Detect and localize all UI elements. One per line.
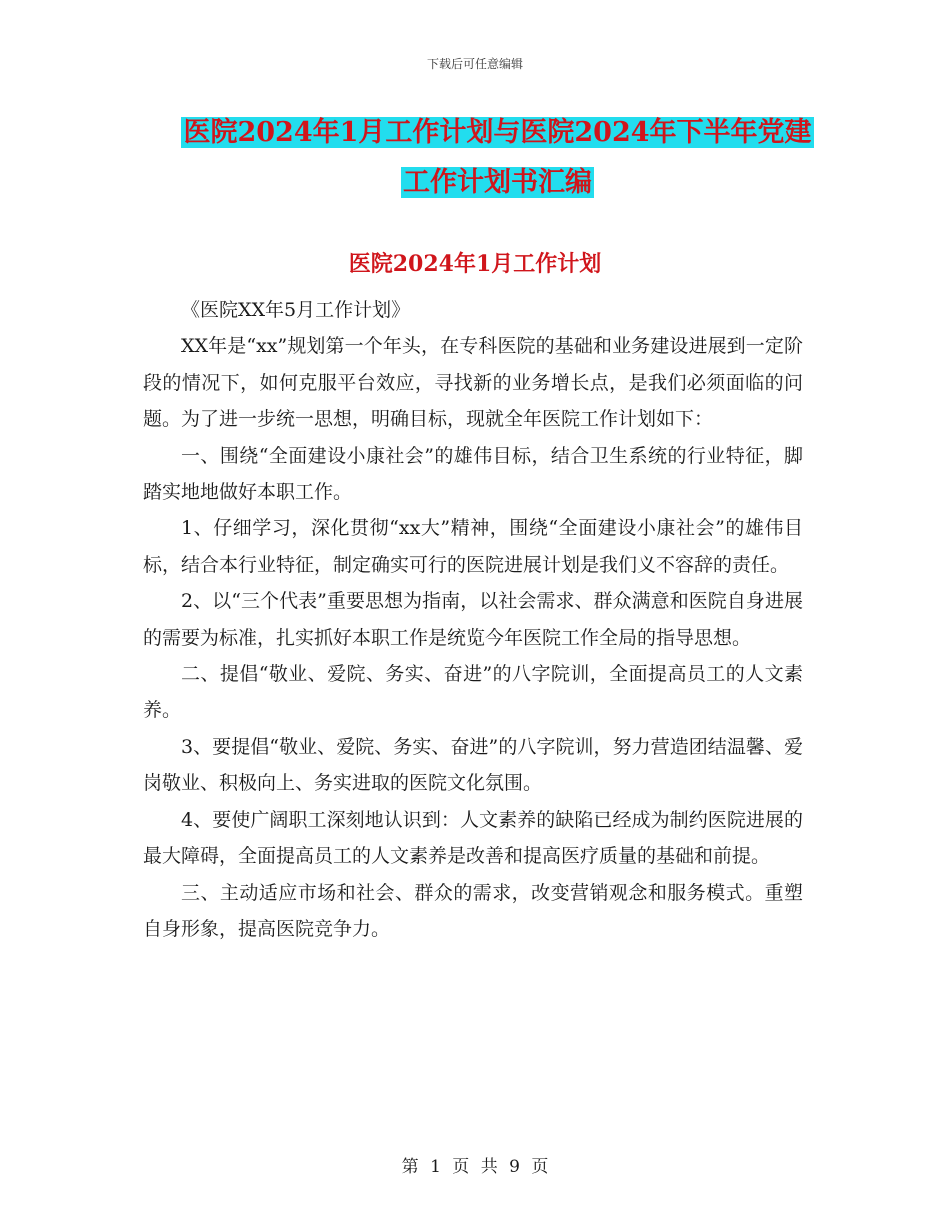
header-note: 下载后可任意编辑 [426, 57, 523, 71]
paragraph: 《医院XX年5月工作计划》 [181, 299, 411, 321]
paragraph: 4、要使广阔职工深刻地认识到：人文素养的缺陷已经成为制约医院进展的最大障碍，全面提高员工的人文素养是改善和提高医疗质量的基础和前提。 [143, 808, 803, 868]
section-title: 医院2024年1月工作计划 [348, 251, 602, 277]
paragraph: 3、要提倡“敬业、爱院、务实、奋进”的八字院训，努力营造团结温馨、爱岗敬业、积极向上、务实进取的医院文化氛围。 [143, 735, 803, 795]
paragraph: XX年是“xx”规划第一个年头，在专科医院的基础和业务建设进展到一定阶段的情况下，如何克服平台效应，寻找新的业务增长点，是我们必须面临的问题。为了进一步统一思想，明确目标，现就全年医院工作计划如下： [143, 335, 803, 431]
paragraph: 二、提倡“敬业、爱院、务实、奋进”的八字院训，全面提高员工的人文素养。 [143, 663, 803, 722]
paragraph: 1、仔细学习，深化贯彻“xx大”精神，围绕“全面建设小康社会”的雄伟目标，结合本行业特征，制定确实可行的医院进展计划是我们义不容辞的责任。 [143, 517, 803, 576]
body-text [143, 292, 803, 947]
page-footer: 第 1 页 共 9 页 [401, 1157, 549, 1177]
paragraph: 一、围绕“全面建设小康社会”的雄伟目标，结合卫生系统的行业特征，脚踏实地地做好本职工作。 [143, 444, 803, 504]
document-title-line-1: 医院2024年1月工作计划与医院2024年下半年党建 [183, 117, 812, 148]
paragraph: 三、主动适应市场和社会、群众的需求，改变营销观念和服务模式。重塑自身形象，提高医院竞争力。 [143, 881, 803, 940]
document-title-line-2: 工作计划书汇编 [403, 167, 592, 198]
paragraph: 2、以“三个代表”重要思想为指南，以社会需求、群众满意和医院自身进展的需要为标准，扎实抓好本职工作是统览今年医院工作全局的指导思想。 [143, 590, 803, 649]
document-title [145, 108, 850, 208]
